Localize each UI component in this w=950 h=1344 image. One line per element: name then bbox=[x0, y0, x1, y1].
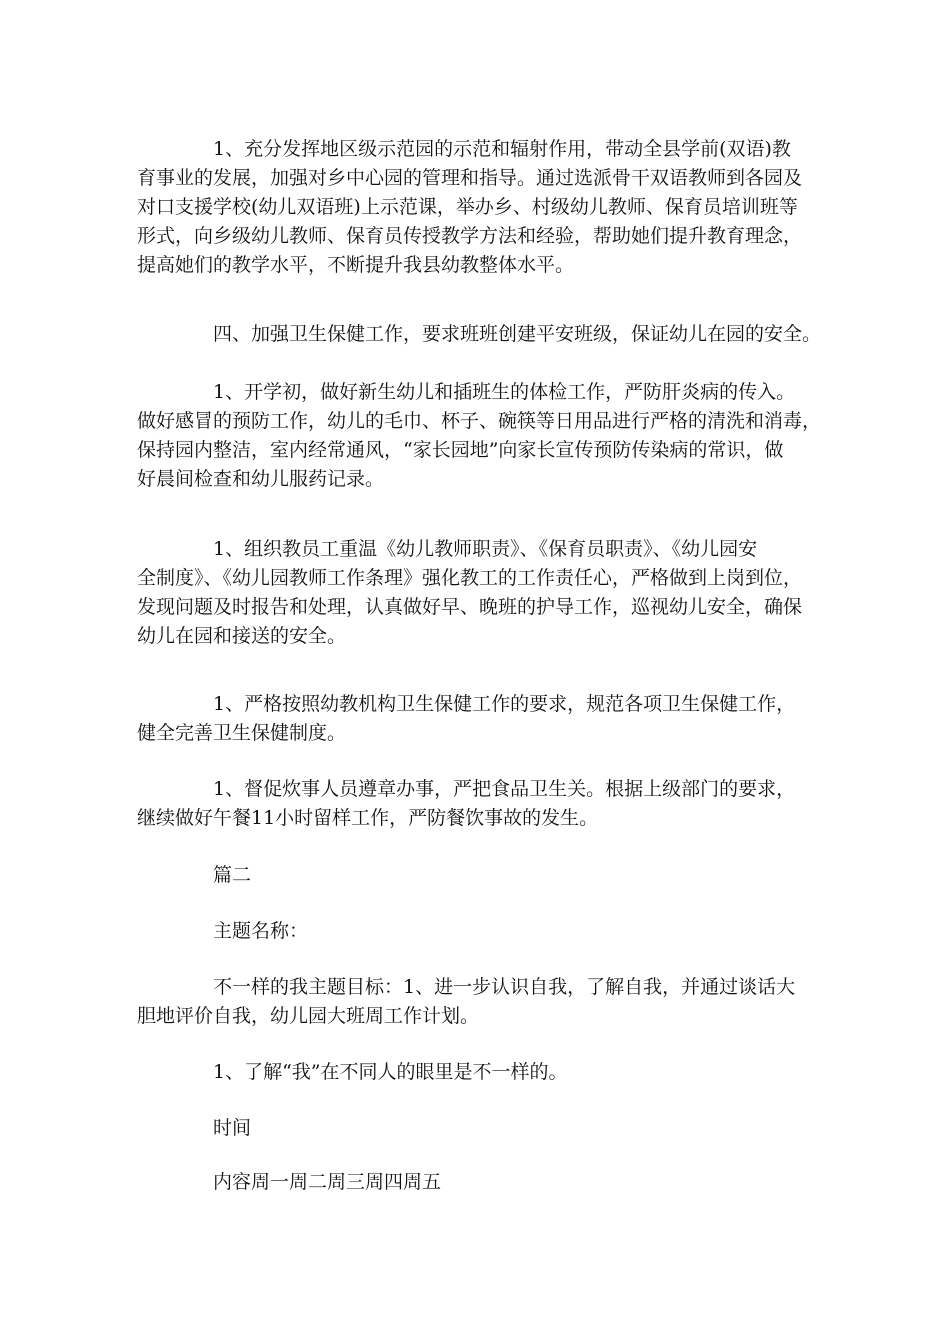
text-line: 健全完善卫生保健制度。 bbox=[137, 722, 347, 744]
text-line: 育事业的发展，加强对乡中心园的管理和指导。通过选派骨干双语教师到各园及 bbox=[137, 167, 803, 189]
paragraph-demonstration-role bbox=[137, 135, 802, 280]
text-line: 不一样的我主题目标：1、进一步认识自我，了解自我，并通过谈话大 bbox=[213, 976, 796, 998]
text-line: 1、充分发挥地区级示范园的示范和辐射作用，带动全县学前(双语)教 bbox=[213, 138, 791, 160]
text-line: 胆地评价自我，幼儿园大班周工作计划。 bbox=[137, 1005, 480, 1027]
paragraph-understand-me bbox=[213, 1058, 568, 1087]
text-line: 保持园内整洁，室内经常通风，“家长园地”向家长宣传预防传染病的常识，做 bbox=[137, 439, 784, 461]
text-line: 1、开学初，做好新生幼儿和插班生的体检工作，严防肝炎病的传入。 bbox=[213, 381, 796, 403]
table-header-weekdays bbox=[213, 1168, 441, 1197]
text-line: 做好感冒的预防工作，幼儿的毛巾、杯子、碗筷等日用品进行严格的清洗和消毒， bbox=[137, 410, 822, 432]
text-line: 1、了解“我”在不同人的眼里是不一样的。 bbox=[213, 1061, 568, 1083]
section-label-part-two bbox=[213, 861, 251, 890]
theme-name-label bbox=[213, 917, 308, 946]
text-line: 篇二 bbox=[213, 864, 252, 886]
text-line: 内容周一周二周三周四周五 bbox=[213, 1171, 442, 1193]
text-line: 时间 bbox=[213, 1117, 252, 1139]
text-line: 继续做好午餐11小时留样工作，严防餐饮事故的发生。 bbox=[137, 807, 599, 829]
text-line: 1、督促炊事人员遵章办事，严把食品卫生关。根据上级部门的要求， bbox=[213, 778, 796, 800]
paragraph-health-standards bbox=[137, 690, 795, 748]
paragraph-theme-goal bbox=[137, 973, 795, 1031]
text-line: 四、加强卫生保健工作，要求班班创建平安班级，保证幼儿在园的安全。 bbox=[213, 323, 822, 345]
paragraph-health-checks bbox=[137, 378, 821, 494]
text-line: 形式，向乡级幼儿教师、保育员传授教学方法和经验，帮助她们提升教育理念， bbox=[137, 225, 803, 247]
text-line: 发现问题及时报告和处理，认真做好早、晚班的护导工作，巡视幼儿安全，确保 bbox=[137, 596, 803, 618]
text-line: 1、组织教员工重温《幼儿教师职责》、《保育员职责》、《幼儿园安 bbox=[213, 538, 758, 560]
text-line: 主题名称： bbox=[213, 920, 309, 942]
text-line: 提高她们的教学水平，不断提升我县幼教整体水平。 bbox=[137, 254, 575, 276]
text-line: 1、严格按照幼教机构卫生保健工作的要求，规范各项卫生保健工作， bbox=[213, 693, 796, 715]
text-line: 好晨间检查和幼儿服药记录。 bbox=[137, 468, 385, 490]
table-label-time bbox=[213, 1114, 251, 1143]
paragraph-food-safety bbox=[137, 775, 795, 833]
paragraph-staff-duties bbox=[137, 535, 802, 651]
text-line: 幼儿在园和接送的安全。 bbox=[137, 625, 347, 647]
section-heading-health-care bbox=[213, 320, 821, 349]
text-line: 对口支援学校(幼儿双语班)上示范课，举办乡、村级幼儿教师、保育员培训班等 bbox=[137, 196, 798, 218]
text-line: 全制度》、《幼儿园教师工作条理》强化教工的工作责任心，严格做到上岗到位， bbox=[137, 567, 803, 589]
